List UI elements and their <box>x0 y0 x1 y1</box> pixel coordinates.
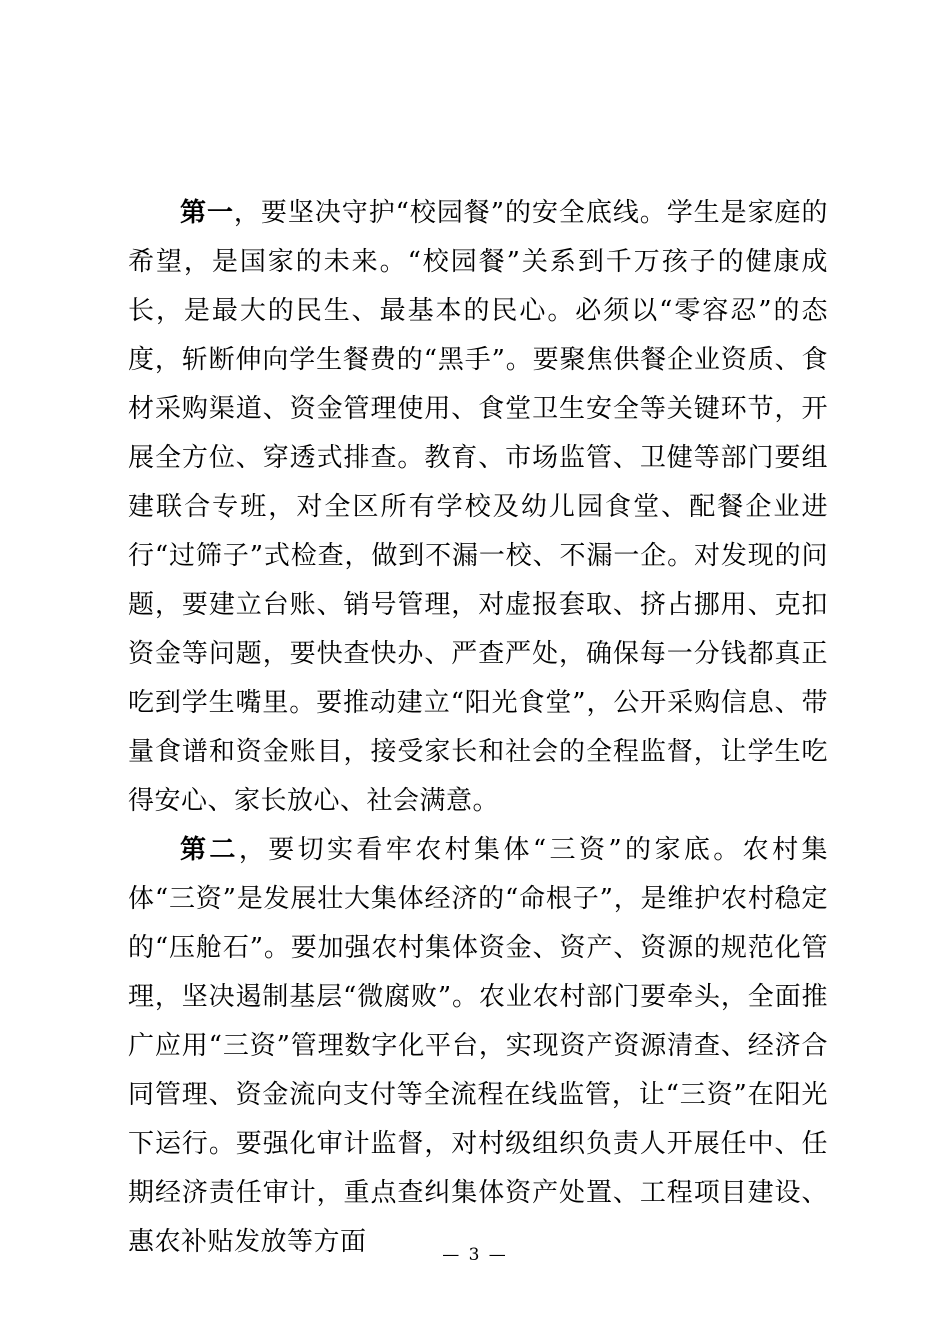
paragraph-lead-first: 第一 <box>180 198 234 228</box>
paragraph-text-second: ，要切实看牢农村集体“三资”的家底。农村集体“三资”是发展壮大集体经济的“命根子”，是维护农村稳定的“压舱石”。要加强农村集体资金、资产、资源的规范化管理，坚决遏制基层“微腐败”。农业农村部门要牵头，全面推广应用“三资”管理数字化平台，实现资产资源清查、经济合同管理、资金流向支付等全流程在线监管，让“三资”在阳光下运行。要强化审计监督，对村级组织负责人开展任中、任期经济责任审计，重点查纠集体资产处置、工程项目建设、惠农补贴发放等方面 <box>128 835 828 1257</box>
paragraph-text-first: ，要坚决守护“校园餐”的安全底线。学生是家庭的希望，是国家的未来。“校园餐”关系到千万孩子的健康成长，是最大的民生、最基本的民心。必须以“零容忍”的态度，斩断伸向学生餐费的“黑手”。要聚焦供餐企业资质、食材采购渠道、资金管理使用、食堂卫生安全等关键环节，开展全方位、穿透式排查。教育、市场监管、卫健等部门要组建联合专班，对全区所有学校及幼儿园食堂、配餐企业进行“过筛子”式检查，做到不漏一校、不漏一企。对发现的问题，要建立台账、销号管理，对虚报套取、挤占挪用、克扣资金等问题，要快查快办、严查严处，确保每一分钱都真正吃到学生嘴里。要推动建立“阳光食堂”，公开采购信息、带量食谱和资金账目，接受家长和社会的全程监督，让学生吃得安心、家长放心、社会满意。 <box>128 198 828 816</box>
page-number: — 3 — <box>442 1245 508 1265</box>
paragraph-first <box>128 189 828 826</box>
paragraph-lead-second: 第二 <box>180 835 239 865</box>
body-text <box>128 189 828 1267</box>
paragraph-second <box>128 826 828 1267</box>
